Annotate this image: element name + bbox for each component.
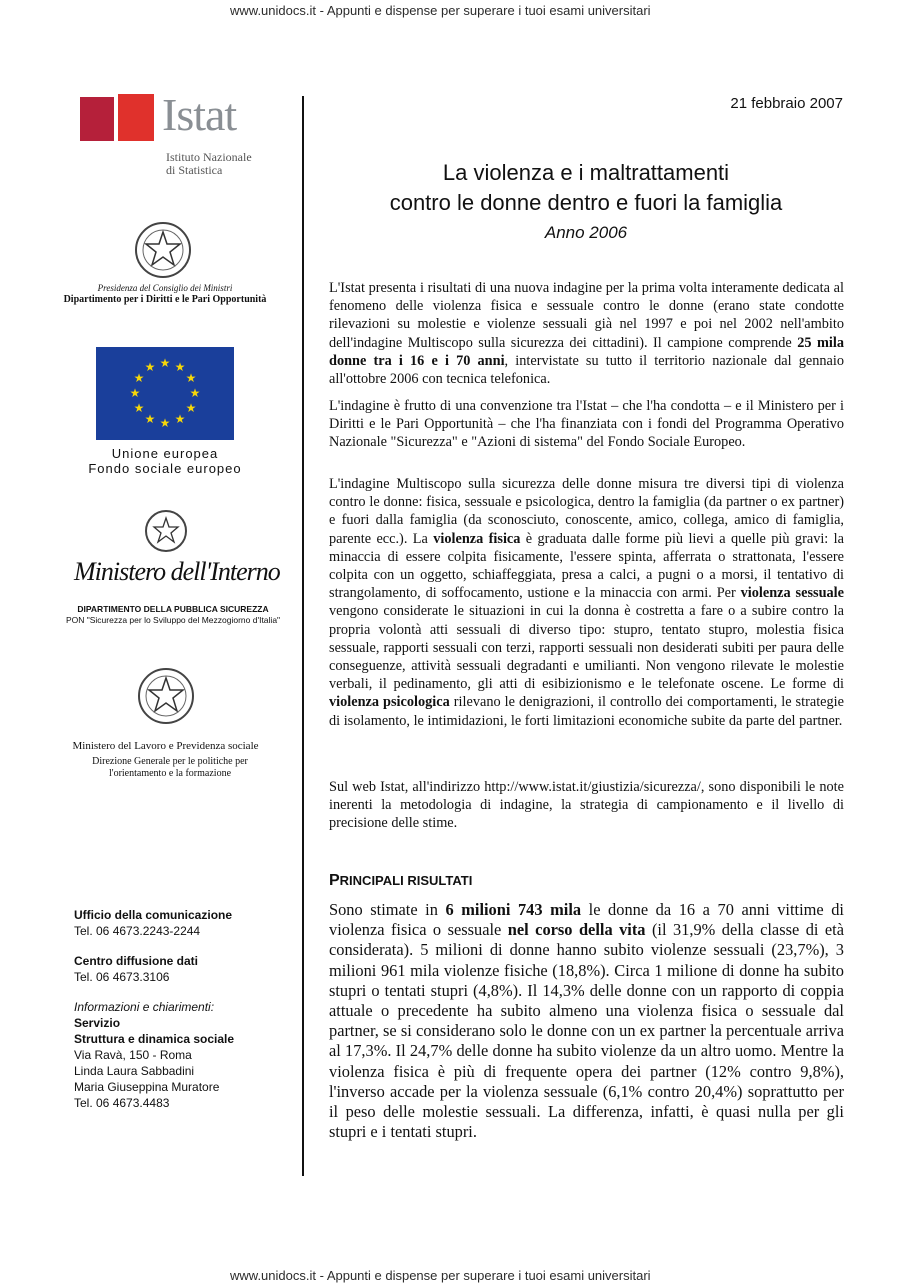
eu-star-icon: ★ — [144, 360, 156, 375]
presidenza-caption: Presidenza del Consiglio dei Ministri Dipartimento per i Diritti e le Pari Opportunità — [63, 283, 267, 305]
paragraph-web: Sul web Istat, all'indirizzo http://www.istat.it/giustizia/sicurezza/, sono disponibili le note inerenti la metodologia di indagine, la strategia di campionamento e il livello di precisione delle stime. — [329, 779, 844, 832]
eu-flag-icon — [96, 347, 234, 440]
eu-caption: Unione europea Fondo sociale europeo — [88, 446, 242, 476]
police-emblem-icon — [145, 510, 187, 552]
contact-person: Linda Laura Sabbadini — [74, 1064, 195, 1078]
istat-logo-word: Istat — [162, 89, 237, 140]
istat-logo — [80, 89, 260, 189]
istat-logo-subtitle: Istituto Nazionale di Statistica — [166, 150, 252, 177]
watermark-bottom: www.unidocs.it - Appunti e dispense per superare i tuoi esami universitari — [230, 1268, 651, 1283]
ufficio-title: Ufficio della comunicazione — [74, 908, 233, 922]
document-subtitle: Anno 2006 — [544, 223, 628, 242]
contacts-block — [74, 907, 274, 1111]
republic-emblem-icon — [138, 668, 194, 724]
istat-logo-square-dark — [80, 97, 114, 141]
watermark-top: www.unidocs.it - Appunti e dispense per superare i tuoi esami universitari — [230, 3, 651, 18]
results-paragraph: Sono stimate in 6 milioni 743 mila le donne da 16 a 70 anni vittime di violenza fisica o sessuale nel corso della vita (il 31,9% della classe di età considerata). 5 milioni di donne hanno subito violenze sessuali (23,7%), 3 milioni 961 mila violenze fisiche (18,8%). Circa 1 milione di donne ha subito stupri o tentati stupri (4,8%). Il 14,3% delle donne con un rapporto di coppia attuale o precedente ha subito almeno una violenza fisica o sessuale dal partner, se si considerano solo le donne con un ex partner la percentuale arriva al 17,3%. Il 24,7% delle donne ha subito violenze da un altro uomo. Mentre la violenza fisica è più di frequente opera dei partner (12% contro 9,8%), l'inverso accade per la violenza sessuale (6,1% contro 20,4%) soprattutto per il peso delle molestie sessuali. La differenza, infatti, è quasi nulla per gli stupri e i tentati stupri. — [329, 900, 845, 1142]
ministero-interno-caption: DIPARTIMENTO DELLA PUBBLICA SICUREZZA PON "Sicurezza per lo Sviluppo del Mezzogiorno d'Italia" — [65, 604, 281, 625]
document-date: 21 febbraio 2007 — [730, 95, 843, 112]
eu-star-icon: ★ — [174, 411, 186, 426]
ufficio-tel: Tel. 06 4673.2243-2244 — [74, 924, 201, 938]
eu-star-icon: ★ — [144, 411, 156, 426]
eu-star-icon: ★ — [174, 360, 186, 375]
address: Via Ravà, 150 - Roma — [74, 1048, 192, 1062]
eu-star-icon: ★ — [159, 416, 171, 430]
paragraph-tipi-violenza: L'indagine Multiscopo sulla sicurezza delle donne misura tre diversi tipi di violenza contro le donne: fisica, sessuale e psicologica, dentro la famiglia (da partner o ex partner) e fuori dalla famiglia (da sconosciuto, conoscente, amico, collega, amico di famiglia, parente ecc.). La violenza fisica è graduata dalle forme più lievi a quelle più gravi: la minaccia di essere colpita fisicamente, l'essere spinta, afferrata o strattonata, l'essere colpita con un oggetto, schiaffeggiata, presa a calci, a pugni o a morsi, il tentativo di strangolamento, di soffocamento, ustione e la minaccia con armi. Per violenza sessuale vengono considerate le situazioni in cui la donna è costretta a fare o a subire contro la propria volontà atti sessuali di diverso tipo: stupro, tentato stupro, molestia fisica sessuale, rapporti sessuali con terzi, rapporti sessuali non desiderati subiti per paura delle conseguenze, attività sessuali degradanti e umilianti. Non vengono rilevate le molestie verbali, il pedinamento, gli atti di esibizionismo e le telefonate oscene. Le forme di violenza psicologica rilevano le denigrazioni, il controllo dei comportamenti, le strategie di isolamento, le intimidazioni, le forti limitazioni economiche subite da parte del partner. — [329, 476, 844, 729]
contact-tel: Tel. 06 4673.4483 — [74, 1096, 170, 1110]
eu-star-icon: ★ — [185, 401, 197, 415]
eu-star-icon: ★ — [185, 371, 197, 385]
contact-person: Maria Giuseppina Muratore — [74, 1080, 220, 1094]
paragraph-intro: L'Istat presenta i risultati di una nuova indagine per la prima volta interamente dedicata al fenomeno delle violenza fisica e sessuale contro le donne (erano state condotte rilevazioni su molestie e violenze sessuali già nel 1997 e poi nel 2002 nell'ambito dell'indagine Multiscopo sulla sicurezza dei cittadini). Il campione comprende 25 mila donne tra i 16 e i 70 anni, intervistate su tutto il territorio nazionale dal gennaio all'ottobre 2006 con tecnica telefonica. — [329, 280, 844, 388]
servizio-label: Servizio — [74, 1016, 121, 1030]
eu-star-icon: ★ — [133, 371, 145, 385]
info-label: Informazioni e chiarimenti: — [74, 1000, 215, 1014]
eu-star-icon: ★ — [189, 386, 201, 400]
document-title: La violenza e i maltrattamenti contro le donne dentro e fuori la famiglia — [389, 160, 783, 215]
paragraph-convenzione: L'indagine è frutto di una convenzione tra l'Istat – che l'ha condotta – e il Ministero per i Diritti e le Pari Opportunità – che l'ha finanziata con i fondi del Programma Operativo Nazionale "Sicurezza" e "Azioni di sistema" del Fondo Sociale Europeo. — [329, 398, 844, 451]
ministero-lavoro-title: Ministero del Lavoro e Previdenza sociale — [72, 740, 259, 752]
section-title-principali-risultati: PRINCIPALI RISULTATI — [329, 872, 473, 889]
eu-star-icon: ★ — [129, 386, 141, 400]
centro-title: Centro diffusione dati — [74, 954, 198, 968]
centro-tel: Tel. 06 4673.3106 — [74, 970, 170, 984]
eu-star-icon: ★ — [133, 401, 145, 415]
column-divider — [302, 96, 304, 1176]
eu-star-icon: ★ — [159, 356, 171, 370]
ministero-lavoro-caption: Direzione Generale per le politiche per l'orientamento e la formazione — [92, 756, 248, 779]
ministero-interno-title: Ministero dell'Interno — [74, 557, 280, 586]
servizio-name: Struttura e dinamica sociale — [74, 1032, 235, 1046]
republic-emblem-icon — [135, 222, 191, 278]
istat-logo-square-red — [118, 94, 154, 141]
